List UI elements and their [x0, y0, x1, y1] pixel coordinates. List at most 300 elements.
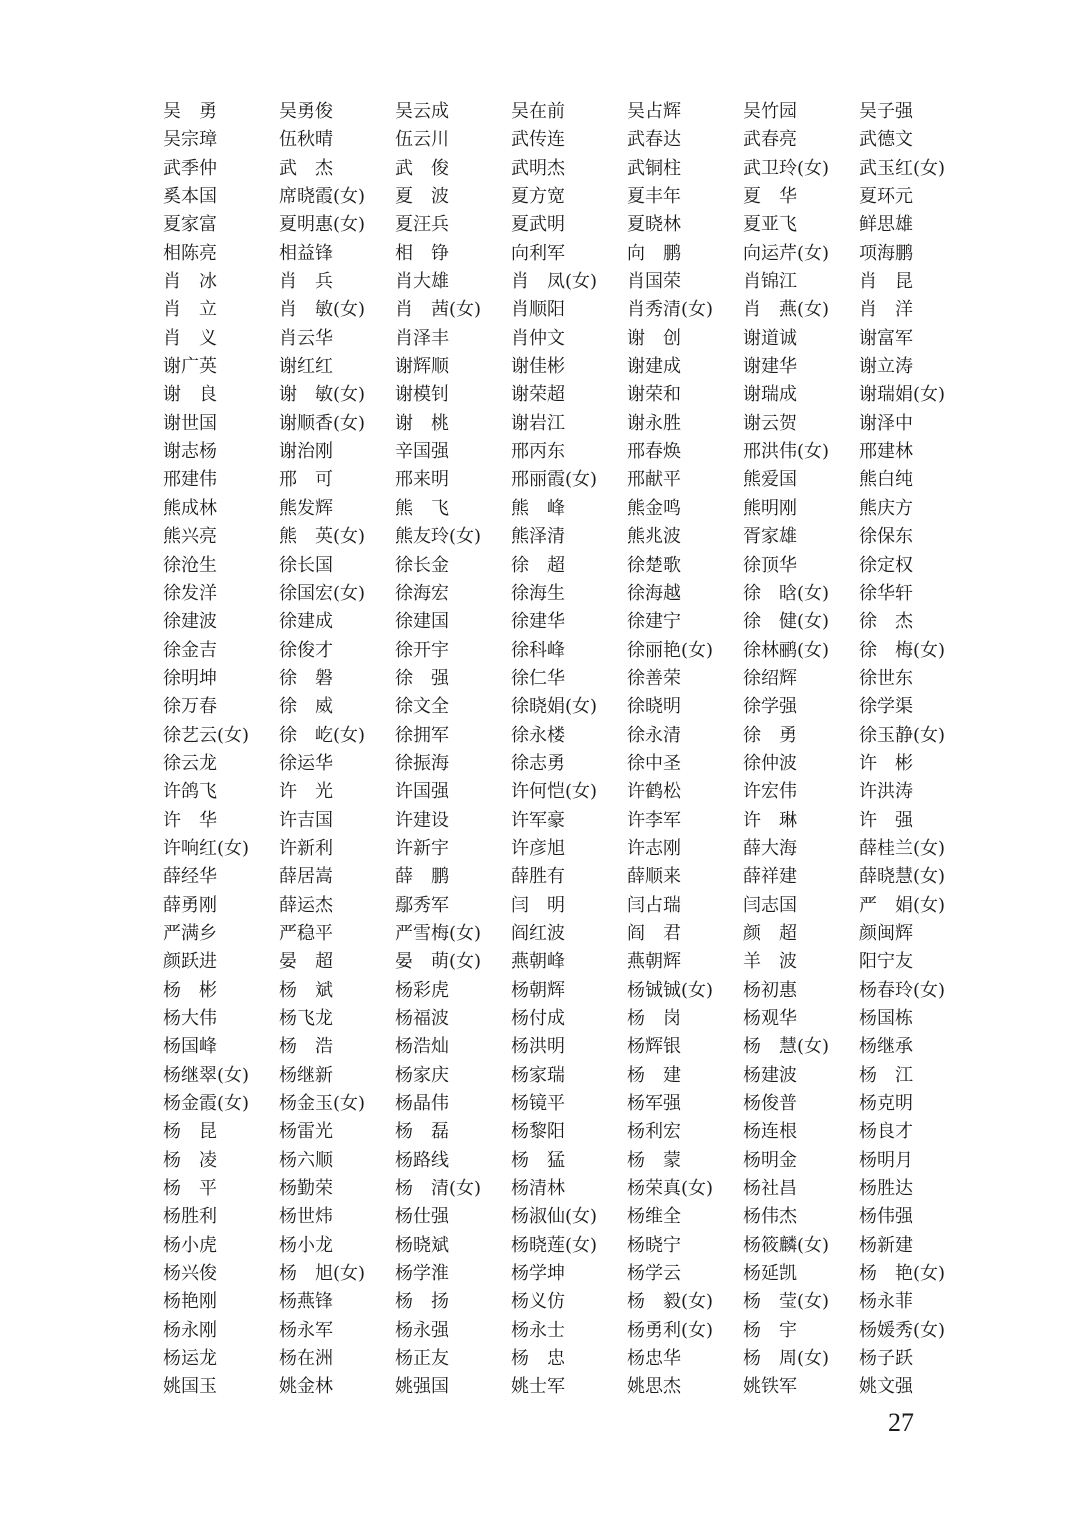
name-entry: 杨 江: [859, 1064, 913, 1086]
name-entry: 杨 艳(女): [859, 1263, 946, 1285]
name-entry: 武春达: [627, 129, 681, 151]
name-entry: 徐定权: [859, 554, 913, 576]
name-entry: 杨世炜: [279, 1206, 333, 1228]
name-entry: 姚文强: [859, 1376, 913, 1398]
name-entry: 熊友玲(女): [395, 526, 482, 548]
name-entry: 夏 华: [743, 186, 797, 208]
name-entry: 熊金鸣: [627, 497, 681, 519]
name-entry: 肖 茜(女): [395, 299, 482, 321]
name-entry: 杨永菲: [859, 1291, 913, 1313]
name-entry: 杨清林: [511, 1178, 565, 1200]
name-entry: 谢立涛: [859, 356, 913, 378]
name-entry: 吴宗璋: [163, 129, 217, 151]
name-entry: 许彦旭: [511, 837, 565, 859]
name-entry: 夏汪兵: [395, 214, 449, 236]
name-entry: 姚士军: [511, 1376, 565, 1398]
name-entry: 杨家庆: [395, 1064, 449, 1086]
name-entry: 谢志杨: [163, 441, 217, 463]
name-entry: 燕朝峰: [511, 951, 565, 973]
name-entry: 徐楚歌: [627, 554, 681, 576]
name-entry: 杨浩灿: [395, 1036, 449, 1058]
name-entry: 夏方宽: [511, 186, 565, 208]
name-entry: 杨 凌: [163, 1149, 217, 1171]
name-entry: 谢岩江: [511, 412, 565, 434]
name-list: [163, 98, 975, 1402]
name-entry: 许 强: [859, 809, 913, 831]
name-entry: 杨飞龙: [279, 1008, 333, 1029]
name-entry: 邢丽霞(女): [511, 469, 598, 491]
name-entry: 熊兴亮: [163, 526, 217, 548]
name-entry: 席晓霞(女): [279, 186, 366, 208]
name-entry: 谢模钊: [395, 384, 449, 406]
name-entry: 燕朝辉: [627, 951, 681, 973]
name-entry: 徐永清: [627, 724, 681, 746]
name-entry: 徐万春: [163, 696, 217, 718]
name-entry: 邢来明: [395, 469, 449, 491]
name-entry: 晏 超: [279, 951, 333, 973]
name-entry: 杨雷光: [279, 1121, 333, 1143]
name-entry: 杨 猛: [511, 1149, 565, 1171]
name-entry: 杨晶伟: [395, 1093, 449, 1115]
name-entry: 肖云华: [279, 327, 333, 349]
name-entry: 杨永军: [279, 1319, 333, 1341]
name-entry: 肖 昆: [859, 271, 913, 293]
name-entry: 邢 可: [279, 469, 333, 491]
name-entry: 肖 燕(女): [743, 299, 830, 321]
name-entry: 姚金林: [279, 1376, 333, 1398]
name-entry: 许响红(女): [163, 837, 250, 859]
name-entry: 熊 飞: [395, 497, 449, 519]
name-entry: 谢瑞成: [743, 384, 797, 406]
name-entry: 杨永强: [395, 1319, 449, 1341]
name-entry: 杨国峰: [163, 1036, 217, 1058]
name-entry: 谢广英: [163, 356, 217, 378]
name-entry: 许 华: [163, 809, 217, 831]
name-entry: 杨路线: [395, 1149, 449, 1171]
name-entry: 鲜思雄: [859, 214, 913, 236]
name-entry: 徐建波: [163, 611, 217, 633]
name-entry: 许 彬: [859, 752, 913, 774]
name-entry: 杨 磊: [395, 1121, 449, 1143]
name-entry: 杨晓莲(女): [511, 1234, 598, 1256]
name-entry: 夏明惠(女): [279, 214, 366, 236]
name-entry: 武德文: [859, 129, 913, 151]
name-entry: 阳宁友: [859, 951, 913, 973]
name-entry: 杨运龙: [163, 1348, 217, 1370]
name-entry: 邢建林: [859, 441, 913, 463]
name-entry: 徐学渠: [859, 696, 913, 718]
name-entry: 武 杰: [279, 157, 333, 179]
name-entry: 武传连: [511, 129, 565, 151]
name-entry: 杨忠华: [627, 1348, 681, 1370]
name-entry: 杨燕锋: [279, 1291, 333, 1313]
name-entry: 杨 莹(女): [743, 1291, 830, 1313]
name-entry: 杨维全: [627, 1206, 681, 1228]
name-entry: 许洪涛: [859, 781, 913, 803]
name-entry: 徐顶华: [743, 554, 797, 576]
name-entry: 谢荣和: [627, 384, 681, 406]
name-entry: 颜闽辉: [859, 922, 913, 944]
name-entry: 薛大海: [743, 837, 797, 859]
name-entry: 薛居嵩: [279, 866, 333, 888]
name-entry: 徐世东: [859, 667, 913, 689]
name-entry: 闫占瑞: [627, 894, 681, 916]
name-entry: 邢洪伟(女): [743, 441, 830, 463]
name-entry: 熊成林: [163, 497, 217, 519]
name-entry: 熊泽清: [511, 526, 565, 548]
name-entry: 闫志国: [743, 894, 797, 916]
name-entry: 徐艺云(女): [163, 724, 250, 746]
name-entry: 杨洪明: [511, 1036, 565, 1058]
name-entry: 杨 清(女): [395, 1178, 482, 1200]
name-entry: 徐林鹂(女): [743, 639, 830, 661]
name-entry: 徐仲波: [743, 752, 797, 774]
name-entry: 杨永士: [511, 1319, 565, 1341]
name-entry: 吴竹园: [743, 101, 797, 122]
name-entry: 谢建成: [627, 356, 681, 378]
name-entry: 熊 峰: [511, 497, 565, 519]
name-entry: 晏 萌(女): [395, 951, 482, 973]
name-entry: 薛 鹏: [395, 866, 449, 888]
name-entry: 徐运华: [279, 752, 333, 774]
name-entry: 杨伟杰: [743, 1206, 797, 1228]
name-entry: 严满乡: [163, 922, 217, 944]
name-entry: 姚铁军: [743, 1376, 797, 1398]
name-entry: 谢佳彬: [511, 356, 565, 378]
name-entry: 谢 良: [163, 384, 217, 406]
name-entry: 徐拥军: [395, 724, 449, 746]
name-entry: 徐 勇: [743, 724, 797, 746]
name-entry: 谢 敏(女): [279, 384, 366, 406]
name-entry: 薛桂兰(女): [859, 837, 946, 859]
name-entry: 杨六顺: [279, 1149, 333, 1171]
name-entry: 杨晓宁: [627, 1234, 681, 1256]
name-entry: 鄢秀军: [395, 894, 449, 916]
name-entry: 徐保东: [859, 526, 913, 548]
name-entry: 徐云龙: [163, 752, 217, 774]
name-entry: 许建设: [395, 809, 449, 831]
name-entry: 肖国荣: [627, 271, 681, 293]
name-entry: 肖 义: [163, 327, 217, 349]
name-entry: 徐 威: [279, 696, 333, 718]
name-entry: 许何恺(女): [511, 781, 598, 803]
name-entry: 许鸽飞: [163, 781, 217, 803]
name-entry: 杨继翠(女): [163, 1064, 250, 1086]
name-entry: 谢 桃: [395, 412, 449, 434]
name-entry: 肖泽丰: [395, 327, 449, 349]
name-entry: 徐 晗(女): [743, 582, 830, 604]
name-entry: 薛运杰: [279, 894, 333, 916]
name-entry: 胥家雄: [743, 526, 797, 548]
name-entry: 徐 杰: [859, 611, 913, 633]
name-entry: 熊白纯: [859, 469, 913, 491]
name-entry: 严雪梅(女): [395, 922, 482, 944]
name-entry: 徐科峰: [511, 639, 565, 661]
name-entry: 徐永楼: [511, 724, 565, 746]
name-entry: 肖 兵: [279, 271, 333, 293]
name-entry: 徐 强: [395, 667, 449, 689]
name-entry: 杨伟强: [859, 1206, 913, 1228]
name-entry: 阎红波: [511, 922, 565, 944]
name-entry: 杨福波: [395, 1008, 449, 1029]
name-entry: 杨春玲(女): [859, 979, 946, 1001]
name-entry: 阎 君: [627, 922, 681, 944]
name-entry: 杨家瑞: [511, 1064, 565, 1086]
name-entry: 杨辉银: [627, 1036, 681, 1058]
name-entry: 羊 波: [743, 951, 797, 973]
name-entry: 徐晓明: [627, 696, 681, 718]
name-entry: 杨晓斌: [395, 1234, 449, 1256]
name-entry: 闫 明: [511, 894, 565, 916]
name-entry: 徐 梅(女): [859, 639, 946, 661]
name-entry: 杨胜利: [163, 1206, 217, 1228]
name-entry: 杨胜达: [859, 1178, 913, 1200]
name-entry: 徐玉静(女): [859, 724, 946, 746]
name-entry: 杨良才: [859, 1121, 913, 1143]
name-entry: 薛胜有: [511, 866, 565, 888]
name-entry: 杨新建: [859, 1234, 913, 1256]
name-entry: 杨金霞(女): [163, 1093, 250, 1115]
name-entry: 谢辉顺: [395, 356, 449, 378]
name-entry: 徐绍辉: [743, 667, 797, 689]
name-entry: 许国强: [395, 781, 449, 803]
name-entry: 杨 昆: [163, 1121, 217, 1143]
name-entry: 徐海生: [511, 582, 565, 604]
name-entry: 谢红红: [279, 356, 333, 378]
name-entry: 徐海越: [627, 582, 681, 604]
name-entry: 杨 慧(女): [743, 1036, 830, 1058]
name-entry: 许志刚: [627, 837, 681, 859]
name-entry: 肖 洋: [859, 299, 913, 321]
name-entry: 许宏伟: [743, 781, 797, 803]
name-entry: 杨观华: [743, 1008, 797, 1029]
name-entry: 相陈亮: [163, 242, 217, 264]
name-entry: 谢泽中: [859, 412, 913, 434]
name-entry: 向运芹(女): [743, 242, 830, 264]
name-entry: 夏环元: [859, 186, 913, 208]
name-entry: 姚强国: [395, 1376, 449, 1398]
name-entry: 肖大雄: [395, 271, 449, 293]
name-entry: 谢道诚: [743, 327, 797, 349]
name-entry: 武季仲: [163, 157, 217, 179]
name-entry: 杨镜平: [511, 1093, 565, 1115]
name-entry: 杨 毅(女): [627, 1291, 714, 1313]
name-entry: 相益锋: [279, 242, 333, 264]
name-entry: 徐俊才: [279, 639, 333, 661]
name-entry: 徐发洋: [163, 582, 217, 604]
name-entry: 肖 敏(女): [279, 299, 366, 321]
name-entry: 姚思杰: [627, 1376, 681, 1398]
name-entry: 徐海宏: [395, 582, 449, 604]
name-entry: 武明杰: [511, 157, 565, 179]
name-entry: 熊兆波: [627, 526, 681, 548]
name-entry: 吴占辉: [627, 101, 681, 122]
name-entry: 谢 创: [627, 327, 681, 349]
name-entry: 夏武明: [511, 214, 565, 236]
name-entry: 徐建国: [395, 611, 449, 633]
name-entry: 徐国宏(女): [279, 582, 366, 604]
name-entry: 徐晓娟(女): [511, 696, 598, 718]
name-entry: 武 俊: [395, 157, 449, 179]
name-entry: 杨 平: [163, 1178, 217, 1200]
name-entry: 许 光: [279, 781, 333, 803]
name-entry: 颜 超: [743, 922, 797, 944]
name-entry: 熊发辉: [279, 497, 333, 519]
name-entry: 徐学强: [743, 696, 797, 718]
name-entry: 杨 岗: [627, 1008, 681, 1029]
name-entry: 杨继承: [859, 1036, 913, 1058]
name-entry: 徐沧生: [163, 554, 217, 576]
name-entry: 徐长金: [395, 554, 449, 576]
name-entry: 杨媛秀(女): [859, 1319, 946, 1341]
name-entry: 杨勤荣: [279, 1178, 333, 1200]
name-entry: 薛晓慧(女): [859, 866, 946, 888]
name-entry: 杨 彬: [163, 979, 217, 1001]
name-entry: 肖 立: [163, 299, 217, 321]
name-entry: 夏亚飞: [743, 214, 797, 236]
name-entry: 武春亮: [743, 129, 797, 151]
name-entry: 徐丽艳(女): [627, 639, 714, 661]
name-entry: 徐建华: [511, 611, 565, 633]
name-entry: 徐长国: [279, 554, 333, 576]
name-entry: 武卫玲(女): [743, 157, 830, 179]
name-entry: 薛经华: [163, 866, 217, 888]
name-entry: 徐建成: [279, 611, 333, 633]
name-entry: 熊 英(女): [279, 526, 366, 548]
name-entry: 邢献平: [627, 469, 681, 491]
name-entry: 杨艳刚: [163, 1291, 217, 1313]
name-entry: 辛国强: [395, 441, 449, 463]
name-entry: 杨付成: [511, 1008, 565, 1029]
name-entry: 杨仕强: [395, 1206, 449, 1228]
name-entry: 杨 忠: [511, 1348, 565, 1370]
name-entry: 肖 凤(女): [511, 271, 598, 293]
name-entry: 严 娟(女): [859, 894, 946, 916]
name-entry: 许 琳: [743, 809, 797, 831]
name-entry: 杨继新: [279, 1064, 333, 1086]
name-entry: 武玉红(女): [859, 157, 946, 179]
name-entry: 杨 斌: [279, 979, 333, 1001]
name-entry: 杨社昌: [743, 1178, 797, 1200]
name-entry: 杨建波: [743, 1064, 797, 1086]
name-entry: 谢富军: [859, 327, 913, 349]
name-entry: 吴云成: [395, 101, 449, 122]
name-entry: 吴勇俊: [279, 101, 333, 122]
name-entry: 谢建华: [743, 356, 797, 378]
name-entry: 杨克明: [859, 1093, 913, 1115]
name-entry: 许李军: [627, 809, 681, 831]
name-entry: 杨学云: [627, 1263, 681, 1285]
name-entry: 杨学淮: [395, 1263, 449, 1285]
name-entry: 向 鹏: [627, 242, 681, 264]
name-entry: 许新宇: [395, 837, 449, 859]
name-entry: 杨大伟: [163, 1008, 217, 1029]
name-entry: 夏晓林: [627, 214, 681, 236]
name-entry: 肖锦江: [743, 271, 797, 293]
name-entry: 谢顺香(女): [279, 412, 366, 434]
name-entry: 杨筱麟(女): [743, 1234, 830, 1256]
name-entry: 徐金吉: [163, 639, 217, 661]
name-entry: 杨勇利(女): [627, 1319, 714, 1341]
name-entry: 熊爱国: [743, 469, 797, 491]
name-entry: 杨利宏: [627, 1121, 681, 1143]
name-entry: 徐善荣: [627, 667, 681, 689]
name-entry: 奚本国: [163, 186, 217, 208]
name-entry: 杨义仿: [511, 1291, 565, 1313]
name-entry: 武铜柱: [627, 157, 681, 179]
name-entry: 邢丙东: [511, 441, 565, 463]
name-entry: 伍秋晴: [279, 129, 333, 151]
name-entry: 夏 波: [395, 186, 449, 208]
name-entry: 杨 周(女): [743, 1348, 830, 1370]
name-entry: 杨 蒙: [627, 1149, 681, 1171]
name-entry: 吴子强: [859, 101, 913, 122]
name-entry: 杨金玉(女): [279, 1093, 366, 1115]
name-entry: 杨正友: [395, 1348, 449, 1370]
name-entry: 徐华轩: [859, 582, 913, 604]
name-entry: 夏家富: [163, 214, 217, 236]
name-entry: 严稳平: [279, 922, 333, 944]
name-entry: 杨明月: [859, 1149, 913, 1171]
name-entry: 徐 健(女): [743, 611, 830, 633]
name-entry: 杨初惠: [743, 979, 797, 1001]
name-entry: 杨 宇: [743, 1319, 797, 1341]
name-entry: 颜跃进: [163, 951, 217, 973]
name-entry: 相 铮: [395, 242, 449, 264]
name-entry: 徐振海: [395, 752, 449, 774]
page-number: 27: [888, 1408, 914, 1437]
name-entry: 杨 扬: [395, 1291, 449, 1313]
name-entry: 肖顺阳: [511, 299, 565, 321]
name-entry: 徐 超: [511, 554, 565, 576]
name-entry: 杨子跃: [859, 1348, 913, 1370]
name-entry: 徐仁华: [511, 667, 565, 689]
name-entry: 杨彩虎: [395, 979, 449, 1001]
name-entry: 徐开宇: [395, 639, 449, 661]
name-entry: 杨在洲: [279, 1348, 333, 1370]
name-entry: 肖秀清(女): [627, 299, 714, 321]
name-entry: 杨永刚: [163, 1319, 217, 1341]
name-entry: 徐志勇: [511, 752, 565, 774]
name-entry: 肖仲文: [511, 327, 565, 349]
name-entry: 徐 磐: [279, 667, 333, 689]
name-entry: 杨黎阳: [511, 1121, 565, 1143]
name-entry: 杨军强: [627, 1093, 681, 1115]
name-entry: 杨荣真(女): [627, 1178, 714, 1200]
name-entry: 许新利: [279, 837, 333, 859]
name-entry: 杨国栋: [859, 1008, 913, 1029]
name-entry: 杨 旭(女): [279, 1263, 366, 1285]
name-entry: 邢建伟: [163, 469, 217, 491]
name-entry: 伍云川: [395, 129, 449, 151]
name-entry: 姚国玉: [163, 1376, 217, 1398]
name-entry: 杨俊普: [743, 1093, 797, 1115]
name-entry: 薛顺来: [627, 866, 681, 888]
name-entry: 项海鹏: [859, 242, 913, 264]
name-entry: 熊明刚: [743, 497, 797, 519]
name-entry: 熊庆方: [859, 497, 913, 519]
name-entry: 杨小龙: [279, 1234, 333, 1256]
name-entry: 邢春焕: [627, 441, 681, 463]
name-entry: 杨小虎: [163, 1234, 217, 1256]
name-entry: 徐建宁: [627, 611, 681, 633]
name-entry: 杨 建: [627, 1064, 681, 1086]
name-entry: 徐 屹(女): [279, 724, 366, 746]
name-entry: 谢荣超: [511, 384, 565, 406]
name-entry: 吴在前: [511, 101, 565, 122]
name-entry: 谢世国: [163, 412, 217, 434]
name-entry: 吴 勇: [163, 101, 217, 122]
